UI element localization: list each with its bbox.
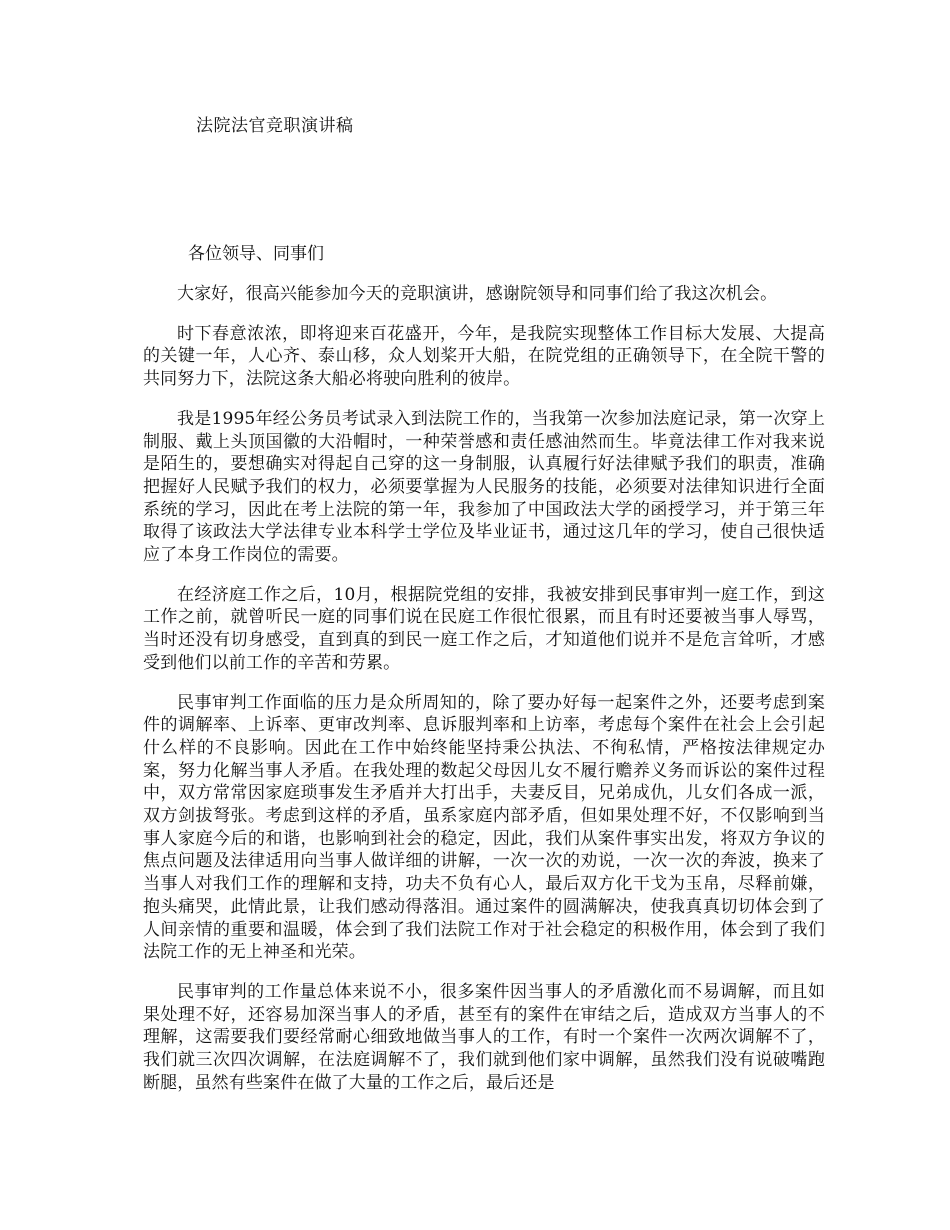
paragraph-workload: 民事审判的工作量总体来说不小，很多案件因当事人的矛盾激化而不易调解，而且如果处理不好，还容易加深当事人的矛盾，甚至有的案件在审结之后，造成双方当事人的不理解，这需要我们要经常耐心细致地做当事人的工作，有时一个案件一次两次调解不了，我们就三次四次调解，在法庭调解不了，我们就到他们家中调解，虽然我们没有说破嘴跑断腿，虽然有些案件在做了大量的工作之后，最后还是: [143, 981, 825, 1093]
paragraph-pressure: 民事审判工作面临的压力是众所周知的，除了要办好每一起案件之外，还要考虑到案件的调解率、上诉率、更审改判率、息诉服判率和上访率，考虑每个案件在社会上会引起什么样的不良影响。因此在工作中始终能坚持秉公执法、不徇私情，严格按法律规定办案，努力化解当事人矛盾。在我处理的数起父母因儿女不履行赡养义务而诉讼的案件过程中，双方常常因家庭琐事发生矛盾并大打出手，夫妻反目，兄弟成仇，儿女们各成一派，双方剑拔弩张。考虑到这样的矛盾，虽系家庭内部矛盾，但如果处理不好，不仅影响到当事人家庭今后的和谐，也影响到社会的稳定，因此，我们从案件事实出发，将双方争议的焦点问题及法律适用向当事人做详细的讲解，一次一次的劝说，一次一次的奔波，换来了当事人对我们工作的理解和支持，功夫不负有心人，最后双方化干戈为玉帛，尽释前嫌，抱头痛哭，此情此景，让我们感动得落泪。通过案件的圆满解决，使我真真切切体会到了人间亲情的重要和温暖，体会到了我们法院工作对于社会稳定的积极作用，体会到了我们法院工作的无上神圣和光荣。: [143, 692, 825, 963]
paragraph-opening: 大家好，很高兴能参加今天的竞职演讲，感谢院领导和同事们给了我这次机会。: [177, 284, 778, 304]
document-title: 法院法官竞职演讲稿: [196, 116, 354, 136]
paragraph-civil-court: 在经济庭工作之后，10月，根据院党组的安排，我被安排到民事审判一庭工作，到这工作之前，就曾听民一庭的同事们说在民庭工作很忙很累，而且有时还要被当事人辱骂，当时还没有切身感受，直到真的到民一庭工作之后，才知道他们说并不是危言耸听，才感受到他们以前工作的辛苦和劳累。: [143, 584, 825, 673]
greeting: 各位领导、同事们: [188, 244, 324, 264]
paragraph-career-start: 我是1995年经公务员考试录入到法院工作的，当我第一次参加法庭记录，第一次穿上制服、戴上头顶国徽的大沿帽时，一种荣誉感和责任感油然而生。毕竟法律工作对我来说是陌生的，要想确实对得起自己穿的这一身制服，认真履行好法律赋予我们的职责，准确把握好人民赋予我们的权力，必须要掌握为人民服务的技能，必须要对法律知识进行全面系统的学习，因此在考上法院的第一年，我参加了中国政法大学的函授学习，并于第三年取得了该政法大学法律专业本科学士学位及毕业证书，通过这几年的学习，使自己很快适应了本身工作岗位的需要。: [143, 408, 825, 566]
document-body: [143, 283, 825, 1112]
paragraph-spring: 时下春意浓浓，即将迎来百花盛开，今年，是我院实现整体工作目标大发展、大提高的关键一年，人心齐、泰山移，众人划桨开大船，在院党组的正确领导下，在全院干警的共同努力下，法院这条大船必将驶向胜利的彼岸。: [143, 323, 825, 390]
